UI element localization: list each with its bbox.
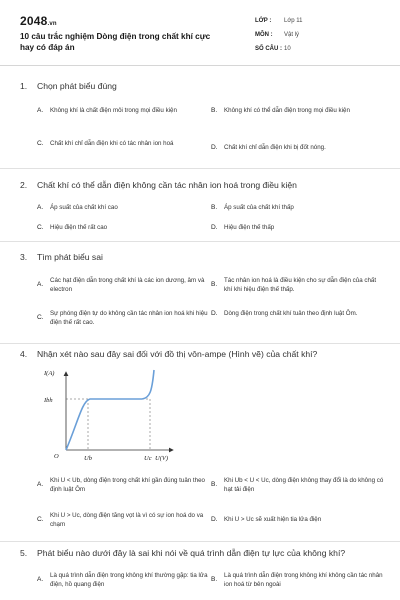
option-text: Không khí là chất điện môi trong mọi điều kiện xyxy=(50,107,177,114)
meta-key: LỚP : xyxy=(255,18,272,24)
logo-main: 2048 xyxy=(20,14,48,28)
option-c[interactable] xyxy=(37,512,212,529)
option-letter: D. xyxy=(211,224,218,231)
meta-row-class xyxy=(255,14,303,28)
meta-row-subject xyxy=(255,28,303,42)
option-text: Tác nhân ion hoá là điều kiện cho sự dẫn điện của chất khí khi hiệu điện thế thấp. xyxy=(224,277,377,293)
option-c[interactable] xyxy=(37,224,212,233)
option-a[interactable] xyxy=(37,204,212,213)
uc-label: Uc xyxy=(144,455,152,462)
option-b[interactable] xyxy=(211,277,386,294)
option-b[interactable] xyxy=(211,107,386,116)
ibh-label: Ibh xyxy=(44,397,53,404)
option-a[interactable] xyxy=(37,477,212,494)
option-d[interactable] xyxy=(211,224,386,233)
iv-curve xyxy=(66,370,154,450)
option-text: Áp suất của chất khí cao xyxy=(50,204,118,211)
question-3 xyxy=(0,242,400,344)
x-axis-label: U(V) xyxy=(155,455,168,462)
page-header xyxy=(0,0,400,66)
option-text: Các hạt điện dẫn trong chất khí là các ion dương, âm và electron xyxy=(50,277,205,293)
option-text: Là quá trình dẫn điện trong không khí không cần tác nhân ion hoá từ bên ngoài xyxy=(224,572,383,588)
option-text: Khi U > Uc, dòng điện tăng vọt là vì có sự ion hoá do va chạm xyxy=(50,512,204,528)
option-text: Chất khí chỉ dẫn điện khi có tác nhân ion hoá xyxy=(50,140,174,147)
question-text: Chất khí có thể dẫn điện không cần tác nhân ion hoá trong điều kiện xyxy=(37,180,297,190)
page-title: 10 câu trắc nghiệm Dòng điện trong chất khí cực hay có đáp án xyxy=(20,32,211,52)
option-text: Khi U > Uc sẽ xuất hiện tia lửa điện xyxy=(224,516,322,523)
meta-value: 10 xyxy=(284,46,291,52)
option-d[interactable] xyxy=(211,144,386,153)
option-letter: C. xyxy=(37,140,44,147)
question-text: Phát biểu nào dưới đây là sai khi nói về quá trình dẫn điện tự lực của không khí? xyxy=(37,548,346,558)
option-a[interactable] xyxy=(37,572,212,589)
option-letter: B. xyxy=(211,481,218,489)
option-letter: C. xyxy=(37,224,44,231)
question-text: Chọn phát biểu đúng xyxy=(37,81,117,91)
option-letter: D. xyxy=(211,310,218,317)
question-1 xyxy=(0,66,400,169)
ub-label: Ub xyxy=(84,455,92,462)
option-c[interactable] xyxy=(37,140,212,149)
option-text: Chất khí chỉ dẫn điện khi bị đốt nóng. xyxy=(224,144,326,151)
option-letter: A. xyxy=(37,481,44,489)
meta-row-count xyxy=(255,42,303,56)
option-text: Sự phóng điện tự do không cần tác nhân ion hoá khi hiệu điện thế rất cao. xyxy=(50,310,208,326)
option-letter: A. xyxy=(37,281,44,289)
question-text: Tìm phát biểu sai xyxy=(37,252,103,262)
question-number: 1. xyxy=(20,81,28,91)
y-axis-label: I(A) xyxy=(44,370,55,377)
option-letter: B. xyxy=(211,576,218,584)
option-letter: B. xyxy=(211,281,218,289)
option-a[interactable] xyxy=(37,277,212,294)
iv-graph xyxy=(38,367,178,467)
option-letter: C. xyxy=(37,516,44,524)
meta-info xyxy=(255,14,303,56)
option-letter: A. xyxy=(37,107,44,114)
origin-label: O xyxy=(54,453,59,460)
option-text: Áp suất của chất khí thấp xyxy=(224,204,294,211)
site-logo[interactable] xyxy=(20,14,57,28)
option-letter: C. xyxy=(37,314,44,322)
option-b[interactable] xyxy=(211,477,386,494)
option-b[interactable] xyxy=(211,572,386,589)
option-text: Khi U < Ub, dòng điện trong chất khí gần đúng tuân theo định luật Ôm xyxy=(50,477,205,493)
option-text: Hiệu điện thế thấp xyxy=(224,224,275,231)
option-letter: A. xyxy=(37,576,44,584)
question-heading xyxy=(20,349,377,360)
option-letter: B. xyxy=(211,204,218,211)
option-letter: D. xyxy=(211,516,218,523)
question-heading xyxy=(20,180,377,191)
question-number: 4. xyxy=(20,349,28,359)
meta-value: Vật lý xyxy=(284,32,300,38)
option-b[interactable] xyxy=(211,204,386,213)
question-text: Nhận xét nào sau đây sai đối với đồ thị vôn-ampe (Hình vẽ) của chất khí? xyxy=(37,349,318,359)
option-text: Hiệu điện thế rất cao xyxy=(50,224,108,231)
option-text: Là quá trình dẫn điện trong không khí thường gặp: tia lửa điện, hồ quang điện xyxy=(50,572,208,588)
option-letter: A. xyxy=(37,204,44,211)
question-heading xyxy=(20,81,377,92)
option-a[interactable] xyxy=(37,107,212,116)
option-text: Không khí có thể dẫn điện trong mọi điều kiện xyxy=(224,107,350,114)
meta-key: MÔN : xyxy=(255,32,273,38)
option-text: Dòng điện trong chất khí tuân theo định luật Ôm. xyxy=(224,310,358,317)
question-heading xyxy=(20,252,377,263)
option-letter: D. xyxy=(211,144,218,151)
question-2 xyxy=(0,169,400,242)
option-d[interactable] xyxy=(211,310,386,319)
question-number: 5. xyxy=(20,548,28,558)
logo-suffix: .vn xyxy=(47,21,57,27)
meta-key: SỐ CÂU : xyxy=(255,46,282,52)
option-d[interactable] xyxy=(211,516,386,525)
question-number: 3. xyxy=(20,252,28,262)
option-c[interactable] xyxy=(37,310,212,327)
question-number: 2. xyxy=(20,180,28,190)
meta-value: Lớp 11 xyxy=(284,18,303,24)
option-letter: B. xyxy=(211,107,218,114)
question-heading xyxy=(20,548,377,559)
option-text: Khi Ub < U < Uc, dòng điện không thay đổi là do không có hạt tải điện xyxy=(224,477,384,493)
question-5 xyxy=(0,542,400,600)
